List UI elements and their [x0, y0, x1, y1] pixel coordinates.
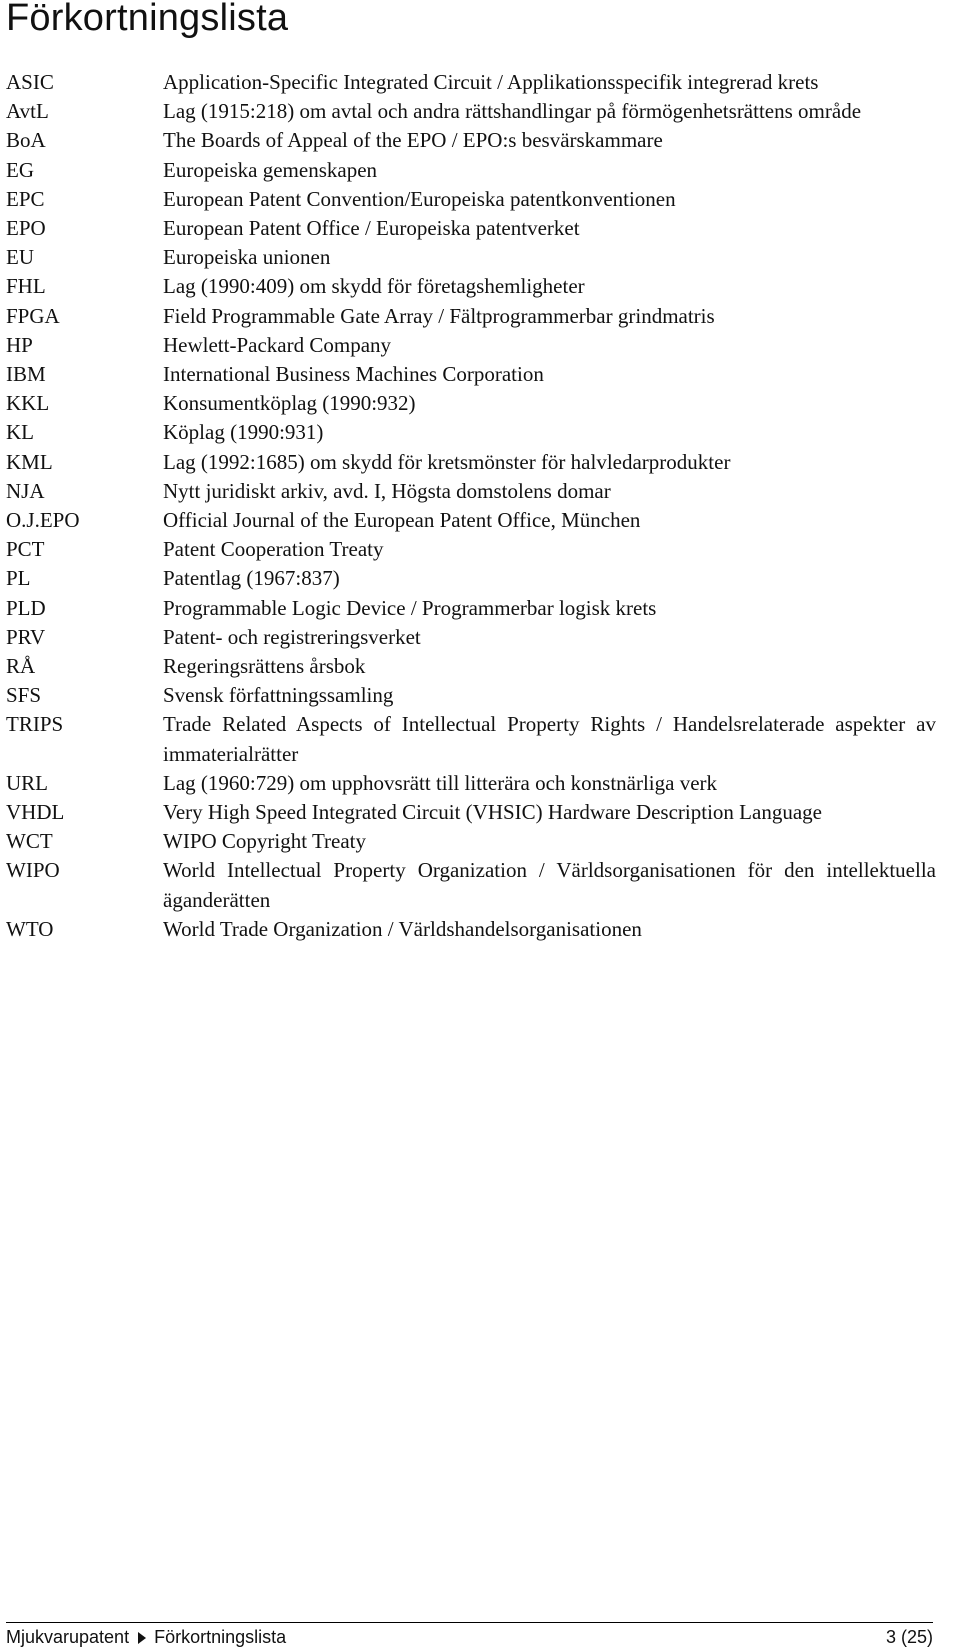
- list-item: [6, 272, 936, 301]
- abbreviation-definition: Field Programmable Gate Array / Fältprogrammerbar grindmatris: [163, 303, 715, 328]
- abbreviation-definition: European Patent Convention/Europeiska patentkonventionen: [163, 186, 676, 211]
- list-item: [6, 915, 936, 944]
- abbreviation-term: NJA: [6, 478, 45, 503]
- list-item: [6, 769, 936, 798]
- abbreviation-term: KKL: [6, 391, 50, 416]
- page-number: 3 (25): [885, 1627, 933, 1647]
- page-footer: [6, 1622, 933, 1647]
- abbreviation-definition: International Business Machines Corporation: [163, 362, 544, 387]
- abbreviation-definition: Trade Related Aspects of Intellectual Property Rights / Handelsrelaterade aspekter av immaterialrätter: [163, 712, 936, 766]
- abbreviation-term: EU: [6, 245, 34, 270]
- abbreviation-term: SFS: [6, 683, 42, 708]
- list-item: [6, 185, 936, 214]
- list-item: [6, 243, 936, 272]
- list-item: [6, 710, 936, 768]
- abbreviation-term: RÅ: [6, 654, 36, 679]
- abbreviation-term: FPGA: [6, 303, 60, 328]
- abbreviation-definition: The Boards of Appeal of the EPO / EPO:s besvärskammare: [163, 128, 663, 153]
- abbreviation-definition: Hewlett-Packard Company: [163, 332, 392, 357]
- list-item: [6, 331, 936, 360]
- abbreviation-term: AvtL: [6, 99, 49, 124]
- abbreviation-definition: Programmable Logic Device / Programmerbar logisk krets: [163, 595, 657, 620]
- abbreviation-definition: WIPO Copyright Treaty: [163, 829, 367, 854]
- list-item: [6, 827, 936, 856]
- abbreviation-definition: Patent- och registreringsverket: [163, 624, 421, 649]
- abbreviation-term: WCT: [6, 829, 53, 854]
- abbreviation-term: EPC: [6, 186, 45, 211]
- list-item: [6, 594, 936, 623]
- list-item: [6, 856, 936, 914]
- list-item: [6, 448, 936, 477]
- list-item: [6, 68, 936, 97]
- abbreviation-definition: World Trade Organization / Världshandelsorganisationen: [163, 916, 642, 941]
- abbreviation-definition: European Patent Office / Europeiska patentverket: [163, 216, 580, 241]
- abbreviation-definition: Official Journal of the European Patent Office, München: [163, 508, 641, 533]
- abbreviation-term: O.J.EPO: [6, 508, 80, 533]
- list-item: [6, 477, 936, 506]
- abbreviation-definition: Konsumentköplag (1990:932): [163, 391, 416, 416]
- abbreviation-term: PCT: [6, 537, 45, 562]
- list-item: [6, 418, 936, 447]
- list-item: [6, 97, 936, 126]
- abbreviation-term: VHDL: [6, 800, 65, 825]
- abbreviation-term: HP: [6, 332, 33, 357]
- list-item: [6, 360, 936, 389]
- abbreviation-definition: Lag (1990:409) om skydd för företagshemligheter: [163, 274, 585, 299]
- abbreviation-term: ASIC: [6, 70, 54, 94]
- abbreviation-term: WIPO: [6, 858, 60, 883]
- abbreviation-term: TRIPS: [6, 712, 64, 737]
- abbreviation-definition: Patent Cooperation Treaty: [163, 537, 384, 562]
- abbreviation-definition: Lag (1915:218) om avtal och andra rättshandlingar på förmögenhetsrättens område: [163, 99, 862, 124]
- abbreviation-definition: Application-Specific Integrated Circuit / Applikationsspecifik integrerad krets: [163, 70, 819, 94]
- abbreviation-definition: Europeiska unionen: [163, 245, 331, 270]
- abbreviation-term: IBM: [6, 362, 46, 387]
- abbreviation-term: WTO: [6, 916, 54, 941]
- abbreviation-term: URL: [6, 770, 48, 795]
- abbreviation-definition: Regeringsrättens årsbok: [163, 654, 366, 679]
- list-item: [6, 535, 936, 564]
- abbreviation-definition: Köplag (1990:931): [163, 420, 324, 445]
- list-item: [6, 564, 936, 593]
- list-item: [6, 681, 936, 710]
- abbreviation-list: [6, 68, 936, 944]
- abbreviation-term: BoA: [6, 128, 46, 153]
- page-title: Förkortningslista: [6, 0, 289, 39]
- list-item: [6, 506, 936, 535]
- list-item: [6, 126, 936, 155]
- list-item: [6, 156, 936, 185]
- list-item: [6, 798, 936, 827]
- list-item: [6, 302, 936, 331]
- abbreviation-term: EPO: [6, 216, 46, 241]
- abbreviation-definition: Europeiska gemenskapen: [163, 157, 378, 182]
- abbreviation-term: FHL: [6, 274, 46, 299]
- abbreviation-term: KL: [6, 420, 34, 445]
- list-item: [6, 623, 936, 652]
- abbreviation-definition: World Intellectual Property Organization / Världsorganisationen för den intellektuella äganderätten: [163, 858, 936, 912]
- abbreviation-definition: Very High Speed Integrated Circuit (VHSIC) Hardware Description Language: [163, 800, 822, 825]
- list-item: [6, 214, 936, 243]
- abbreviation-term: PLD: [6, 595, 46, 620]
- abbreviation-definition: Svensk författningssamling: [163, 683, 394, 708]
- abbreviation-definition: Lag (1992:1685) om skydd för kretsmönster för halvledarprodukter: [163, 449, 731, 474]
- abbreviation-term: PRV: [6, 624, 46, 649]
- abbreviation-term: EG: [6, 157, 34, 182]
- abbreviation-definition: Lag (1960:729) om upphovsrätt till litterära och konstnärliga verk: [163, 770, 718, 795]
- abbreviation-term: PL: [6, 566, 31, 591]
- breadcrumb-current: Förkortningslista: [154, 1627, 287, 1647]
- breadcrumb-root: Mjukvarupatent: [6, 1627, 130, 1647]
- list-item: [6, 652, 936, 681]
- abbreviation-term: KML: [6, 449, 53, 474]
- abbreviation-definition: Nytt juridiskt arkiv, avd. I, Högsta domstolens domar: [163, 478, 611, 503]
- list-item: [6, 389, 936, 418]
- breadcrumb: [6, 1626, 286, 1648]
- breadcrumb-arrow-icon: [138, 1632, 146, 1644]
- abbreviation-definition: Patentlag (1967:837): [163, 566, 340, 591]
